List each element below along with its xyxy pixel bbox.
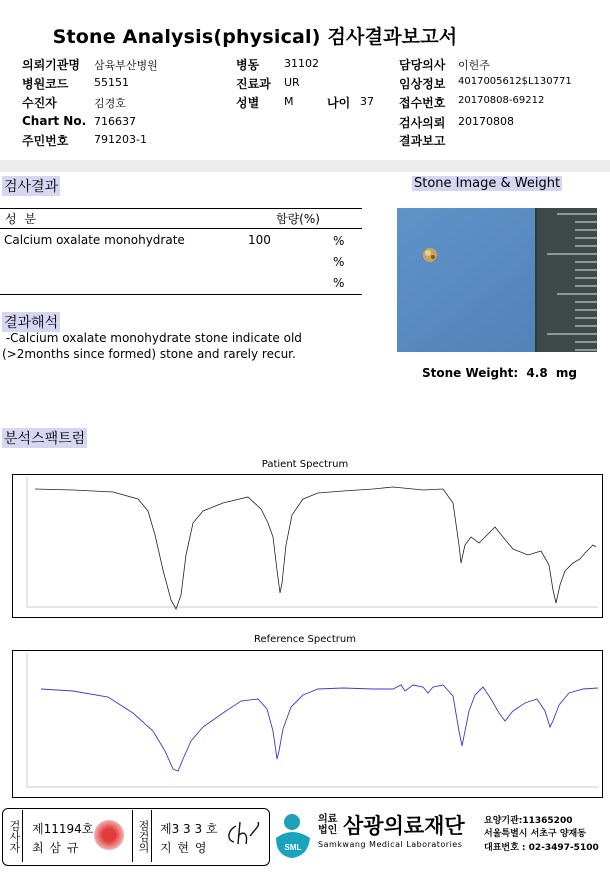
age-label: 나이: [327, 96, 351, 110]
reviewer-name: 지 현 영: [160, 841, 208, 855]
ward-value: 31102: [284, 57, 319, 70]
separator-band: [0, 160, 610, 172]
content-column-header: 함량(%): [276, 212, 320, 226]
interpretation-line-2: (>2months since formed) stone and rarely recur.: [2, 347, 296, 361]
ward-label: 병동: [236, 58, 260, 72]
reviewer-label: 점검의: [132, 810, 152, 862]
stone-weight-value: 4.8: [526, 366, 548, 380]
examiner-label: 검사자: [4, 810, 23, 862]
sml-logo-icon: [272, 812, 314, 860]
request-date-value: 20170808: [458, 115, 514, 128]
resident-no-value: 791203-1: [94, 133, 147, 146]
org-prefix-1: 의료: [318, 814, 338, 825]
reviewer-signature: [222, 818, 262, 848]
clinical-info-value: 40170056​12$L130771: [458, 76, 572, 87]
department-label: 진료과: [236, 77, 271, 91]
results-bottom-rule: [0, 294, 362, 295]
patient-spectrum-title: Patient Spectrum: [261, 459, 349, 470]
report-label: 결과보고: [399, 134, 446, 148]
examiner-name: 최 삼 규: [32, 841, 80, 855]
chart-no-value: 716637: [94, 115, 136, 128]
patient-spectrum-line: [35, 487, 596, 609]
stone-photo-graphic: [397, 208, 597, 352]
reviewer-number: 제3 3 3 호: [160, 822, 218, 836]
patient-label: 수진자: [22, 96, 57, 110]
request-date-label: 검사의뢰: [399, 116, 446, 130]
stone-weight-unit: mg: [555, 366, 577, 380]
examiner-number: 제11194호: [32, 822, 94, 836]
result-row-1-value: 100: [248, 233, 271, 247]
examiner-seal: [94, 820, 124, 850]
result-row-1-unit: %: [333, 234, 345, 248]
patient-value: 김경호: [94, 97, 126, 110]
receipt-no-value: 20170808-69212: [458, 95, 545, 106]
results-heading: 검사결과: [2, 176, 60, 196]
org-phone: 대표번호 : 02-3497-5100: [484, 843, 599, 853]
reference-spectrum-title: Reference Spectrum: [254, 634, 356, 645]
sex-value: M: [284, 95, 294, 108]
sml-logo-text: SML: [284, 843, 302, 852]
patient-info-block: [22, 56, 610, 156]
reference-spectrum-chart: [12, 650, 603, 798]
stone-photo: [397, 208, 597, 352]
stone-weight-label: Stone Weight:: [422, 366, 519, 380]
interpretation-heading: 결과해석: [2, 312, 60, 332]
age-value: 37: [360, 95, 374, 108]
results-header-rule: [0, 228, 362, 229]
doctor-value: 이헌주: [458, 59, 490, 72]
sex-label: 성별: [236, 96, 260, 110]
institution-label: 의뢰기관명: [22, 58, 80, 72]
receipt-no-label: 접수번호: [399, 96, 446, 110]
doctor-label: 담당의사: [399, 58, 446, 72]
department-value: UR: [284, 76, 300, 89]
org-english-name: Samkwang Medical Laboratories: [318, 840, 463, 849]
resident-no-label: 주민번호: [22, 134, 69, 148]
page-title: Stone Analysis(physical) 검사결과보고서: [52, 26, 458, 48]
patient-spectrum-chart: [12, 474, 603, 618]
reference-spectrum-line: [41, 685, 598, 771]
institution-value: 삼육부산병원: [94, 59, 158, 72]
stone-image-heading: Stone Image & Weight: [414, 176, 561, 191]
patient-spectrum-plot: [13, 475, 602, 617]
clinical-info-label: 임상정보: [399, 77, 446, 91]
hospital-code-value: 55151: [94, 76, 129, 89]
institution-number: 요양기관:11365200: [484, 816, 573, 826]
results-top-rule: [0, 208, 362, 209]
result-row-2-unit: %: [333, 255, 345, 269]
stone-weight: [422, 366, 577, 380]
result-row-3-unit: %: [333, 276, 345, 290]
result-row-1-name: Calcium oxalate monohydrate: [4, 233, 185, 247]
spectrum-heading: 분석스팩트럼: [2, 428, 87, 448]
org-prefix-2: 법인: [318, 825, 338, 836]
chart-no-label: Chart No.: [22, 114, 87, 128]
org-prefix: [318, 814, 337, 836]
reference-spectrum-plot: [13, 651, 602, 797]
interpretation-line-1: -Calcium oxalate monohydrate stone indicate old: [2, 331, 302, 345]
org-name: 삼광의료재단: [343, 814, 465, 838]
hospital-code-label: 병원코드: [22, 77, 69, 91]
component-column-header: 성 분: [5, 212, 38, 226]
org-address: 서울특별시 서초구 양재동: [484, 829, 586, 839]
